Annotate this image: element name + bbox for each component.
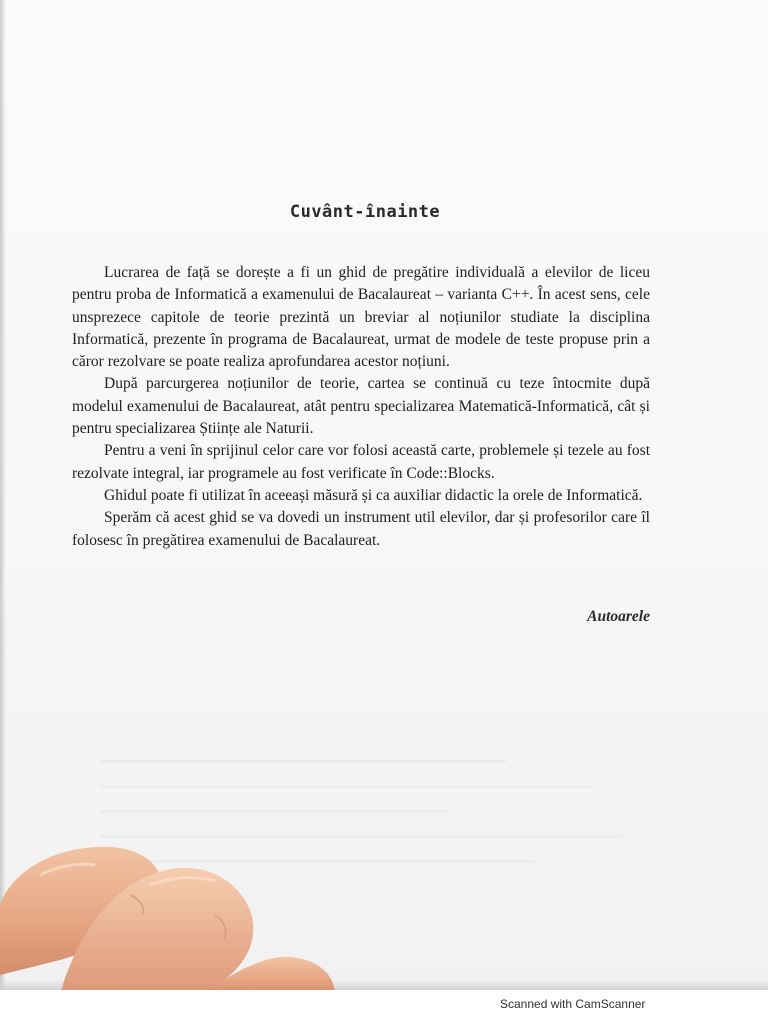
paragraph: Sperăm că acest ghid se va dovedi un instrument util elevilor, dar și profesorilor care îl folosesc în pregătirea examenului de Bacalaureat. bbox=[72, 509, 650, 549]
paragraph: După parcurgerea noțiunilor de teorie, cartea se continuă cu teze întocmite după modelul examenului de Bacalaureat, atât pentru specializarea Matematică-Informatică, cât și pentru specializarea Științe ale Naturii. bbox=[72, 375, 650, 438]
paragraph: Ghidul poate fi utilizat în aceeași măsură și ca auxiliar didactic la orele de Informatică. bbox=[104, 486, 643, 504]
page-title: Cuvânt-înainte bbox=[289, 202, 441, 222]
camscanner-watermark: Scanned with CamScanner bbox=[500, 997, 646, 1011]
signature: Autoarele bbox=[587, 608, 650, 625]
foreword-body bbox=[72, 262, 650, 552]
paragraph: Lucrarea de față se dorește a fi un ghid de pregătire individuală a elevilor de liceu pentru proba de Informatică a examenului de Bacalaureat – varianta C++. În acest sens, cele unsprezece capitole de teorie prezintă un breviar al noțiunilor studiate la disciplina Informatică, prezente în programa de Bacalaureat, urmat de modele de teste propuse prin a căror rezolvare se poate realiza aprofundarea acestor noțiuni. bbox=[72, 264, 650, 371]
hand-fingers bbox=[0, 835, 340, 990]
paragraph: Pentru a veni în sprijinul celor care vor folosi această carte, problemele și tezele au fost rezolvate integral, iar programele au fost verificate în Code::Blocks. bbox=[72, 442, 650, 482]
